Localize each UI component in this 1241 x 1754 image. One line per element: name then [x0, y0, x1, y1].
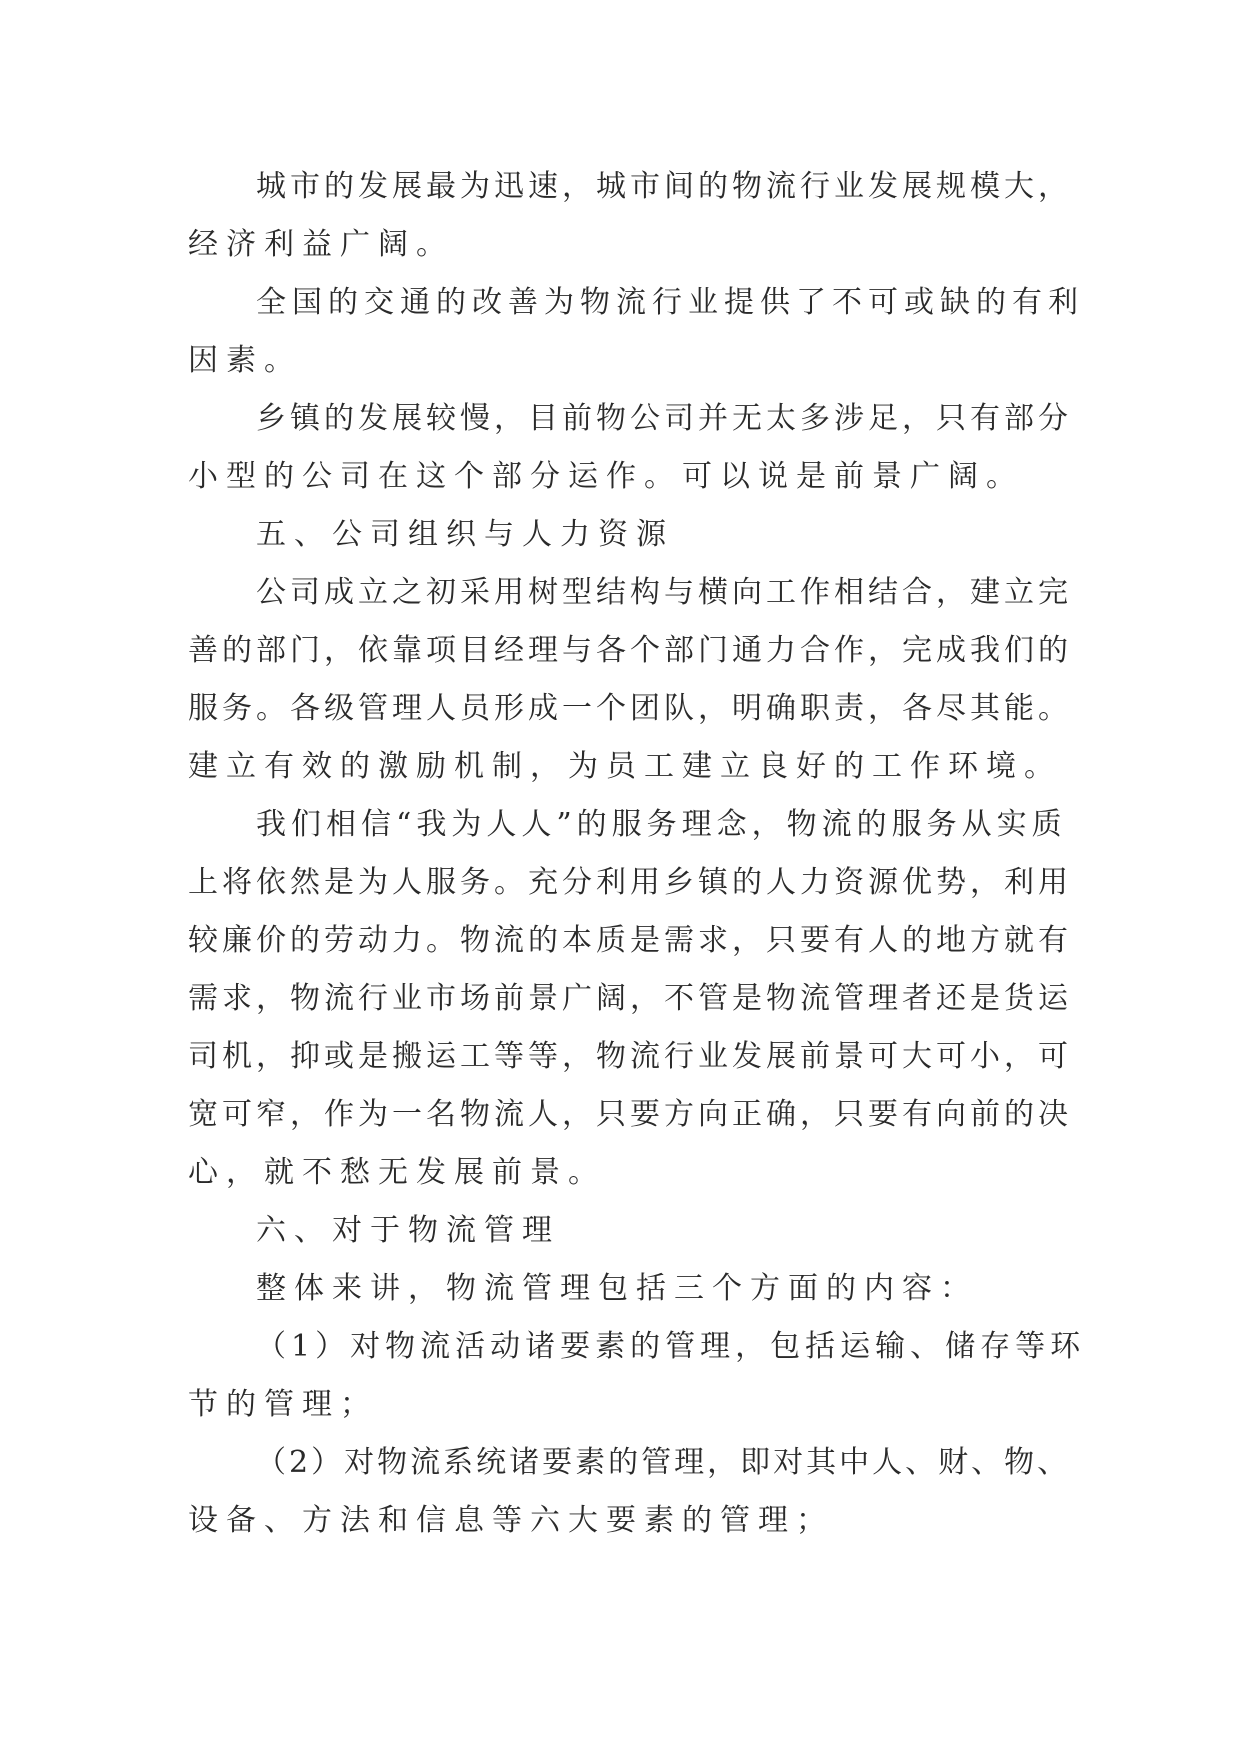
text-line: 城市的发展最为迅速，城市间的物流行业发展规模大，: [256, 169, 1072, 204]
text-line: 五、公司组织与人力资源: [256, 517, 674, 552]
text-line: 上将依然是为人服务。充分利用乡镇的人力资源优势，利用: [188, 865, 1072, 900]
text-line: 司机，抑或是搬运工等等，物流行业发展前景可大可小，可: [188, 1039, 1072, 1074]
text-line: 节的管理；: [188, 1387, 378, 1422]
text-line: 设备、方法和信息等六大要素的管理；: [188, 1503, 834, 1538]
text-line: 公司成立之初采用树型结构与横向工作相结合，建立完: [256, 575, 1072, 610]
text-line: 我们相信“我为人人”的服务理念，物流的服务从实质: [256, 807, 1067, 842]
text-line: 宽可窄，作为一名物流人，只要方向正确，只要有向前的决: [188, 1097, 1072, 1132]
text-line: （1）对物流活动诸要素的管理，包括运输、储存等环: [256, 1329, 1086, 1364]
text-line: （2）对物流系统诸要素的管理，即对其中人、财、物、: [256, 1445, 1071, 1480]
text-line: 小型的公司在这个部分运作。可以说是前景广阔。: [188, 459, 1024, 494]
text-line: 较廉价的劳动力。物流的本质是需求，只要有人的地方就有: [188, 923, 1072, 958]
text-line: 需求，物流行业市场前景广阔，不管是物流管理者还是货运: [188, 981, 1072, 1016]
text-line: 六、对于物流管理: [256, 1213, 560, 1248]
text-line: 服务。各级管理人员形成一个团队，明确职责，各尽其能。: [188, 691, 1072, 726]
text-line: 整体来讲，物流管理包括三个方面的内容：: [256, 1271, 978, 1306]
text-line: 心，就不愁无发展前景。: [188, 1155, 606, 1190]
text-line: 因素。: [188, 343, 302, 378]
paragraph-lines: [188, 158, 1086, 1550]
text-line: 全国的交通的改善为物流行业提供了不可或缺的有利: [256, 285, 1084, 320]
text-line: 经济利益广阔。: [188, 227, 454, 262]
text-line: 乡镇的发展较慢，目前物公司并无太多涉足，只有部分: [256, 401, 1072, 436]
text-line: 善的部门，依靠项目经理与各个部门通力合作，完成我们的: [188, 633, 1072, 668]
text-line: 建立有效的激励机制，为员工建立良好的工作环境。: [188, 749, 1062, 784]
document-body: [188, 158, 1086, 1550]
